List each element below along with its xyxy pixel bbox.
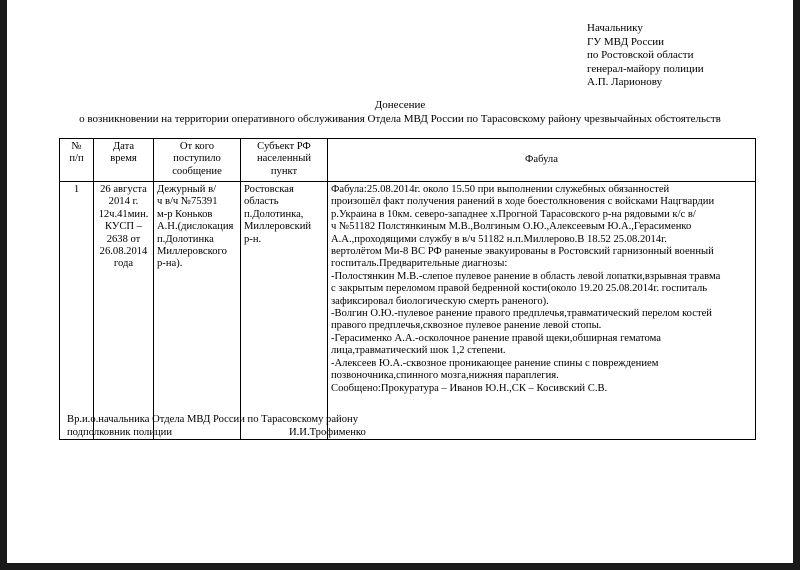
fabula-line: -Алексеев Ю.А.-сквозное проникающее ранение спины с повреждением bbox=[331, 357, 659, 369]
fabula-line: зафиксировал биологическую смерть раненого). bbox=[331, 295, 549, 307]
fabula-line: лица,травматический шок 1,2 степени. bbox=[331, 345, 506, 357]
title-heading: Донесение bbox=[374, 99, 426, 111]
fabula-line: -Волгин О.Ю.-пулевое ранение правого предплечья,травматический перелом костей bbox=[331, 308, 712, 320]
cell-subject: Ростовская область п.Долотинка, Миллеровский р-н. bbox=[241, 182, 328, 440]
document-title bbox=[7, 99, 793, 126]
fabula-line: Фабула:25.08.2014г. около 15.50 при выполнении служебных обязанностей bbox=[331, 184, 670, 195]
fabula-line: госпиталь.Предварительные диагнозы: bbox=[331, 258, 508, 270]
fabula-line: с закрытым переломом правой бедренной кости(около 19.20 25.08.2014г. госпиталь bbox=[331, 283, 708, 295]
addressee-line: генерал-майору полиции bbox=[587, 62, 704, 75]
signature-position: Вр.и.о.начальника Отдела МВД России по Тарасовскому району bbox=[67, 414, 358, 425]
fabula-line: позвоночника,спинного мозга,нижняя параплегия. bbox=[331, 370, 559, 382]
header-no: № п/п bbox=[60, 139, 94, 182]
signature-block bbox=[67, 413, 467, 439]
signature-rank: подполковник полиции bbox=[67, 427, 172, 438]
header-date: Дата время bbox=[94, 139, 154, 182]
addressee-line: Начальнику bbox=[587, 22, 643, 34]
document-page bbox=[7, 0, 793, 563]
fabula-line: правого предплечья,сквозное пулевое ранение левой стопы. bbox=[331, 320, 602, 332]
table-row bbox=[60, 182, 756, 440]
fabula-line: ч №51182 Полстянкиным М.В.,Волгиным О.Ю.,Алексеевым Ю.А.,Герасименко bbox=[331, 221, 692, 233]
cell-fabula bbox=[328, 182, 756, 440]
addressee-line: ГУ МВД России bbox=[587, 35, 665, 48]
fabula-line: Сообщено:Прокуратура – Иванов Ю.Н.,СК – Косивский С.В. bbox=[331, 382, 608, 394]
fabula-line: вертолётом Ми-8 ВС РФ раненые эвакуированы в Ростовский гарнизонный военный bbox=[331, 246, 714, 258]
fabula-line: р.Украина в 10км. северо-западнее х.Прогной Тарасовского р-на рядовыми к/с в/ bbox=[331, 208, 696, 220]
report-table bbox=[59, 138, 756, 440]
title-subheading: о возникновении на территории оперативного обслуживания Отдела МВД России по Тарасовскому району чрезвычайных обстоятельств bbox=[79, 112, 721, 125]
fabula-line: А.А.,проходящими службу в в/ч 51182 н.п.Миллерово.В 18.52 25.08.2014г. bbox=[331, 233, 667, 245]
header-fabula: Фабула bbox=[328, 139, 756, 182]
header-from: От кого поступило сообщение bbox=[154, 139, 241, 182]
fabula-line: -Герасименко А.А.-осколочное ранение правой щеки,обширная гематома bbox=[331, 332, 661, 344]
table-header-row bbox=[60, 139, 756, 182]
addressee-line: А.П. Ларионову bbox=[587, 76, 663, 88]
cell-no: 1 bbox=[60, 182, 94, 440]
addressee-block bbox=[587, 22, 704, 90]
fabula-line: -Полостянкин М.В.-слепое пулевое ранение в область левой лопатки,взрывная травма bbox=[331, 270, 721, 282]
signature-name: И.И.Трофименко bbox=[289, 427, 366, 438]
addressee-line: по Ростовской области bbox=[587, 49, 694, 61]
header-subject: Субъект РФ населенный пункт bbox=[241, 139, 328, 182]
fabula-line: произошёл факт получения ранений в ходе боестолкновения с войсками Нацгвардии bbox=[331, 196, 715, 208]
cell-date: 26 августа 2014 г. 12ч.41мин. КУСП – 2638 от 26.08.2014 года bbox=[94, 182, 154, 440]
cell-from: Дежурный в/ ч в/ч №75391 м-р Коньков А.Н.(дислокация п.Долотинка Миллеровского р-на). bbox=[154, 182, 241, 440]
